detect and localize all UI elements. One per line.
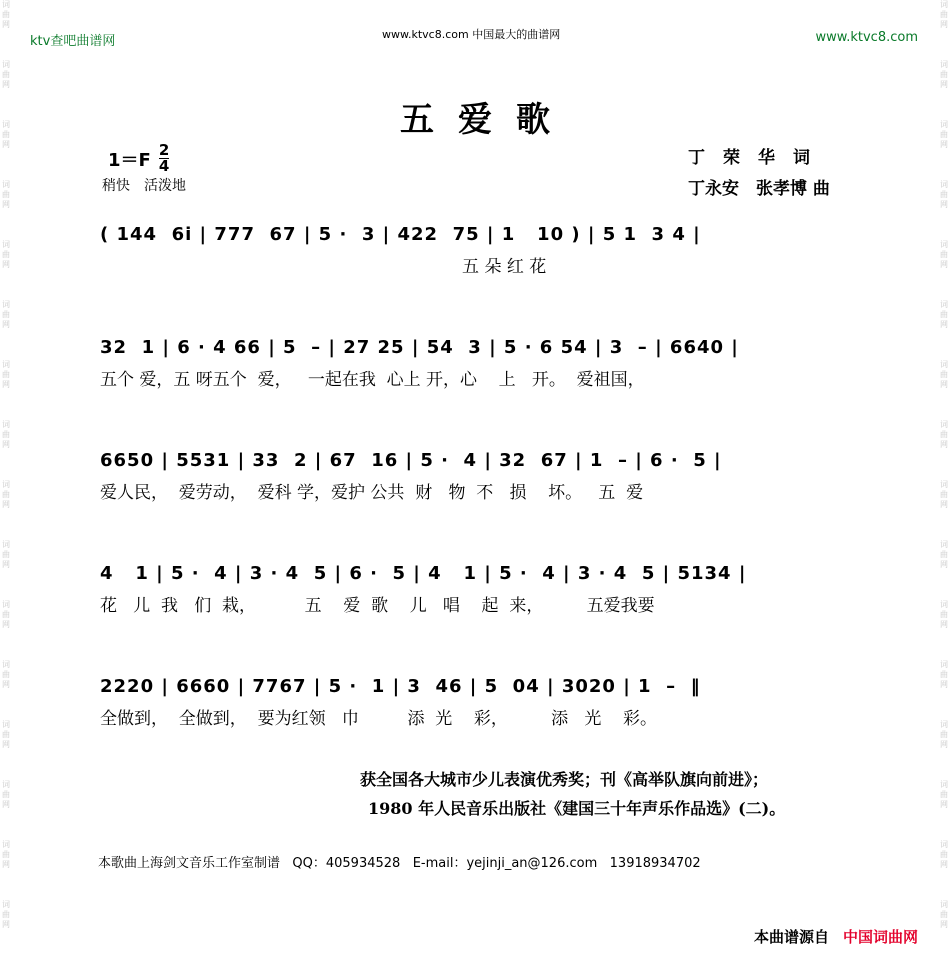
watermark-glyph: 曲: [940, 850, 948, 859]
watermark-glyph: 网: [940, 20, 948, 29]
header-site-name[interactable]: ktv查吧曲谱网: [30, 34, 116, 49]
publication-note: [360, 765, 785, 823]
publication-note-line-2: 1980 年人民音乐出版社《建国三十年声乐作品选》(二)。: [368, 799, 786, 818]
watermark-glyph: 网: [2, 320, 10, 329]
watermark-glyph: 曲: [2, 850, 10, 859]
watermark-glyph: 词: [2, 840, 10, 849]
watermark-gap: [938, 330, 950, 360]
score: [100, 210, 870, 775]
watermark-gap: [0, 630, 12, 660]
notation-line: 32 1 | 6 · 4 66 | 5 – | 27 25 | 54 3 | 5 · 6 54 | 3 – | 6640 |: [100, 337, 739, 358]
watermark-glyph: 网: [940, 200, 948, 209]
watermark-glyph: 网: [940, 380, 948, 389]
watermark-glyph: 网: [940, 260, 948, 269]
left-watermark-strip: [0, 0, 12, 972]
watermark-glyph: 曲: [2, 190, 10, 199]
watermark-glyph: 网: [2, 860, 10, 869]
source-attribution: [754, 926, 918, 947]
time-top: 2: [158, 141, 170, 159]
watermark-gap: [938, 630, 950, 660]
watermark-glyph: 曲: [2, 550, 10, 559]
watermark-glyph: 曲: [2, 130, 10, 139]
watermark-glyph: 词: [940, 0, 948, 9]
watermark-glyph: 网: [2, 140, 10, 149]
watermark-gap: [0, 210, 12, 240]
header-center-slogan[interactable]: www.ktvc8.com 中国最大的曲谱网: [382, 28, 561, 41]
watermark-glyph: 词: [2, 0, 10, 9]
watermark-glyph: 曲: [2, 490, 10, 499]
watermark-glyph: 曲: [940, 670, 948, 679]
watermark-glyph: 词: [940, 120, 948, 129]
watermark-glyph: 词: [2, 540, 10, 549]
lyric-line: 五 朵 红 花: [100, 257, 547, 277]
watermark-glyph: 曲: [940, 250, 948, 259]
watermark-gap: [0, 30, 12, 60]
watermark-gap: [938, 150, 950, 180]
transcriber-credits: 本歌曲上海剑文音乐工作室制谱 QQ：405934528 E-mail：yejinji_an@126.com 13918934702: [98, 856, 701, 871]
watermark-glyph: 词: [940, 780, 948, 789]
watermark-glyph: 词: [2, 60, 10, 69]
watermark-glyph: 网: [940, 800, 948, 809]
watermark-glyph: 曲: [2, 70, 10, 79]
watermark-glyph: 词: [2, 240, 10, 249]
watermark-glyph: 词: [940, 420, 948, 429]
watermark-glyph: 词: [2, 120, 10, 129]
watermark-gap: [0, 510, 12, 540]
watermark-glyph: 词: [940, 660, 948, 669]
watermark-gap: [938, 930, 950, 960]
watermark-glyph: 词: [940, 600, 948, 609]
publication-note-line-1: 获全国各大城市少儿表演优秀奖；刊《高举队旗向前进》；: [360, 770, 769, 789]
watermark-gap: [0, 750, 12, 780]
watermark-glyph: 网: [2, 200, 10, 209]
watermark-glyph: 网: [940, 500, 948, 509]
watermark-gap: [0, 930, 12, 960]
score-line-2: [100, 323, 870, 436]
watermark-glyph: 曲: [2, 10, 10, 19]
watermark-glyph: 网: [940, 740, 948, 749]
watermark-glyph: 词: [940, 480, 948, 489]
lyric-line: 五个 爱，五 呀五个 爱， 一起在我 心上 开，心 上 开。 爱祖国，: [100, 370, 645, 390]
watermark-glyph: 词: [940, 720, 948, 729]
watermark-glyph: 词: [2, 180, 10, 189]
watermark-glyph: 曲: [2, 370, 10, 379]
watermark-glyph: 曲: [940, 430, 948, 439]
watermark-glyph: 词: [940, 240, 948, 249]
tempo-marking: 稍快 活泼地: [102, 178, 186, 194]
watermark-glyph: 词: [940, 180, 948, 189]
watermark-glyph: 网: [2, 500, 10, 509]
watermark-glyph: 网: [940, 140, 948, 149]
watermark-glyph: 网: [2, 380, 10, 389]
lyric-line: 花 儿 我 们 栽， 五 爱 歌 儿 唱 起 来， 五爱我要: [100, 596, 655, 616]
time-signature: [159, 143, 169, 174]
watermark-glyph: 曲: [2, 610, 10, 619]
watermark-glyph: 曲: [940, 790, 948, 799]
watermark-gap: [938, 510, 950, 540]
lyricist-credit: 丁荣华词: [688, 148, 828, 168]
song-title: 五爱歌: [400, 100, 574, 140]
watermark-glyph: 词: [940, 540, 948, 549]
score-line-5: [100, 662, 870, 775]
watermark-glyph: 曲: [940, 730, 948, 739]
notation-line: 4 1 | 5 · 4 | 3 · 4 5 | 6 · 5 | 4 1 | 5 · 4 | 3 · 4 5 | 5134 |: [100, 563, 747, 584]
watermark-gap: [0, 150, 12, 180]
watermark-gap: [0, 270, 12, 300]
watermark-gap: [0, 330, 12, 360]
watermark-gap: [938, 270, 950, 300]
watermark-glyph: 网: [2, 800, 10, 809]
watermark-glyph: 曲: [940, 70, 948, 79]
watermark-gap: [0, 390, 12, 420]
key-label: 1＝F: [108, 149, 151, 171]
watermark-glyph: 曲: [2, 430, 10, 439]
watermark-glyph: 网: [2, 680, 10, 689]
watermark-glyph: 词: [940, 360, 948, 369]
watermark-glyph: 曲: [940, 490, 948, 499]
watermark-glyph: 词: [2, 420, 10, 429]
source-site-link[interactable]: 中国词曲网: [842, 928, 918, 946]
watermark-glyph: 网: [2, 80, 10, 89]
watermark-glyph: 词: [2, 780, 10, 789]
watermark-glyph: 曲: [2, 730, 10, 739]
watermark-glyph: 曲: [940, 370, 948, 379]
score-line-4: [100, 549, 870, 662]
watermark-glyph: 曲: [940, 130, 948, 139]
notation-line: 2220 | 6660 | 7767 | 5 · 1 | 3 46 | 5 04 | 3020 | 1 – ‖: [100, 676, 701, 697]
watermark-gap: [0, 870, 12, 900]
watermark-glyph: 词: [2, 480, 10, 489]
watermark-gap: [938, 690, 950, 720]
right-watermark-strip: [938, 0, 950, 972]
watermark-glyph: 词: [940, 60, 948, 69]
watermark-glyph: 曲: [2, 250, 10, 259]
watermark-gap: [938, 450, 950, 480]
watermark-gap: [938, 30, 950, 60]
watermark-glyph: 曲: [940, 610, 948, 619]
source-label: 本曲谱源自: [753, 928, 829, 946]
time-bottom: 4: [158, 157, 170, 175]
watermark-glyph: 词: [940, 840, 948, 849]
key-signature: [108, 143, 169, 174]
watermark-glyph: 曲: [940, 190, 948, 199]
watermark-glyph: 网: [940, 80, 948, 89]
watermark-glyph: 曲: [940, 910, 948, 919]
watermark-glyph: 词: [2, 600, 10, 609]
watermark-glyph: 词: [940, 900, 948, 909]
watermark-glyph: 网: [940, 320, 948, 329]
watermark-glyph: 词: [2, 360, 10, 369]
watermark-glyph: 网: [2, 620, 10, 629]
watermark-glyph: 曲: [2, 910, 10, 919]
watermark-glyph: 曲: [940, 550, 948, 559]
watermark-glyph: 网: [940, 560, 948, 569]
watermark-gap: [938, 810, 950, 840]
watermark-glyph: 网: [2, 20, 10, 29]
watermark-gap: [0, 570, 12, 600]
lyric-line: 全做到， 全做到， 要为红领 巾 添 光 彩， 添 光 彩。: [100, 709, 657, 729]
watermark-glyph: 网: [940, 620, 948, 629]
watermark-glyph: 词: [2, 720, 10, 729]
watermark-gap: [938, 570, 950, 600]
header-site-url[interactable]: www.ktvc8.com: [815, 30, 918, 45]
watermark-gap: [938, 390, 950, 420]
watermark-glyph: 词: [2, 660, 10, 669]
watermark-glyph: 网: [2, 560, 10, 569]
watermark-glyph: 网: [2, 440, 10, 449]
watermark-glyph: 曲: [2, 670, 10, 679]
watermark-gap: [938, 210, 950, 240]
watermark-gap: [0, 810, 12, 840]
notation-line: ( 144 6i | 777 67 | 5 · 3 | 422 75 | 1 10 ) | 5 1 3 4 |: [100, 224, 701, 245]
watermark-glyph: 网: [940, 920, 948, 929]
watermark-glyph: 词: [940, 300, 948, 309]
watermark-glyph: 网: [2, 260, 10, 269]
watermark-glyph: 网: [940, 860, 948, 869]
watermark-glyph: 词: [2, 900, 10, 909]
watermark-glyph: 曲: [2, 790, 10, 799]
watermark-glyph: 曲: [940, 310, 948, 319]
watermark-glyph: 词: [2, 300, 10, 309]
watermark-gap: [938, 870, 950, 900]
watermark-glyph: 曲: [2, 310, 10, 319]
lyric-line: 爱人民， 爱劳动， 爱科 学，爱护 公共 财 物 不 损 坏。 五 爱: [100, 483, 644, 503]
watermark-glyph: 网: [940, 440, 948, 449]
watermark-glyph: 网: [2, 920, 10, 929]
watermark-gap: [0, 690, 12, 720]
watermark-glyph: 网: [2, 740, 10, 749]
score-line-3: [100, 436, 870, 549]
composer-credit: 丁永安 张孝博 曲: [688, 179, 830, 199]
notation-line: 6650 | 5531 | 33 2 | 67 16 | 5 · 4 | 32 67 | 1 – | 6 · 5 |: [100, 450, 722, 471]
watermark-gap: [0, 450, 12, 480]
watermark-glyph: 网: [940, 680, 948, 689]
watermark-gap: [938, 750, 950, 780]
watermark-glyph: 曲: [940, 10, 948, 19]
score-line-1: [100, 210, 870, 323]
